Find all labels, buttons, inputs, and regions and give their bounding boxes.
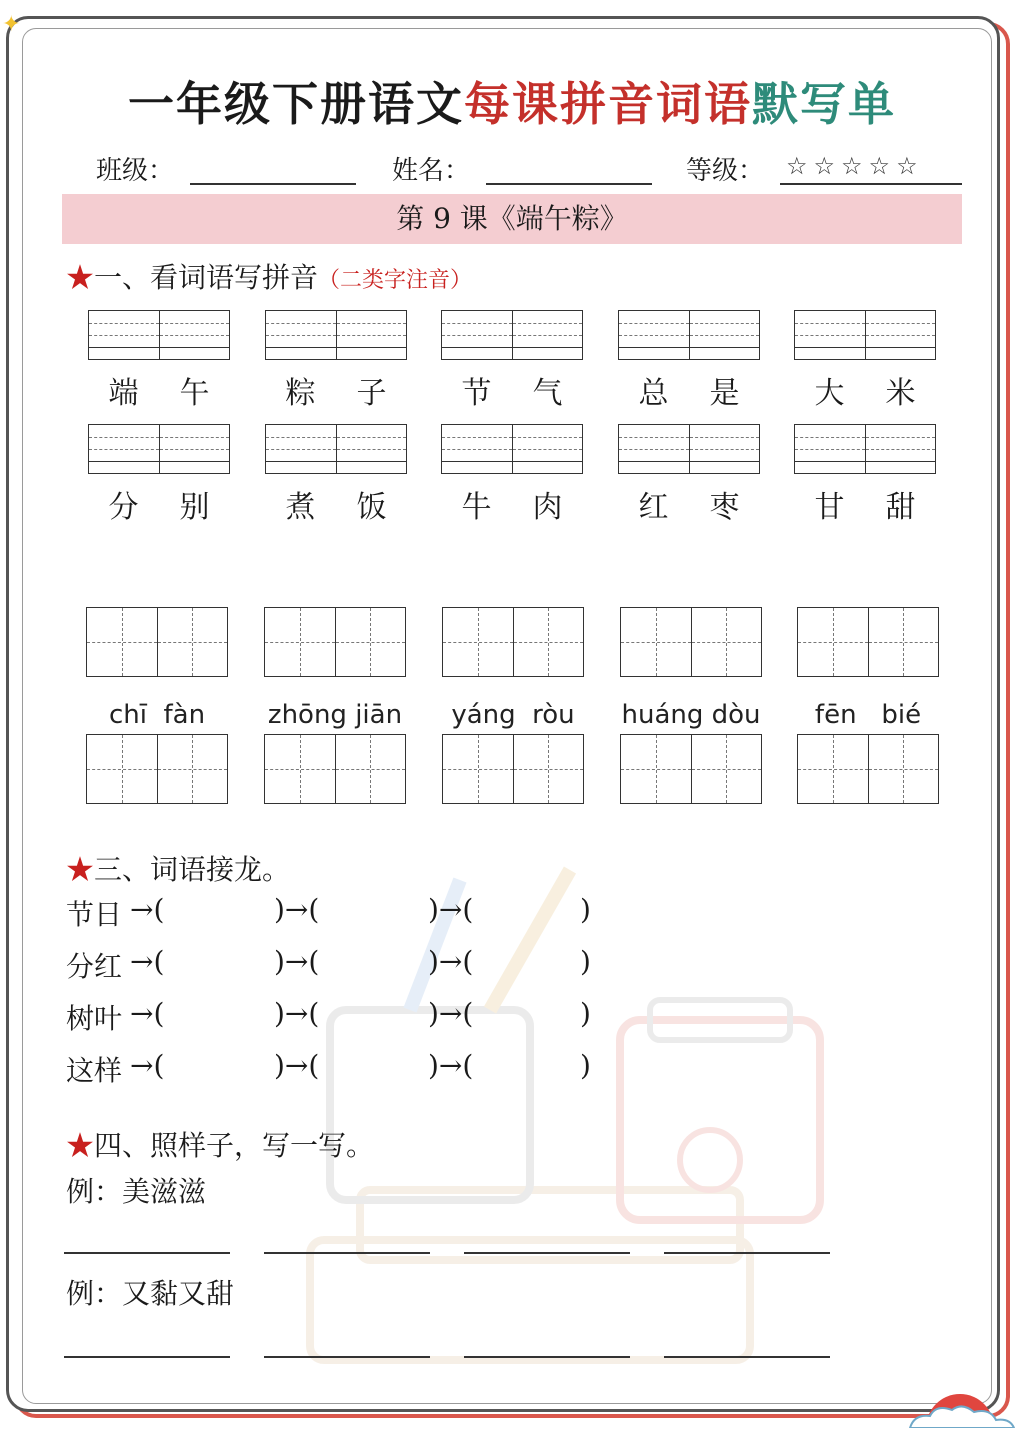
tianzige-cell[interactable] [87,735,158,803]
chain-close: ) [580,1049,591,1082]
word-character: 节 [461,376,492,411]
character-answer-grid[interactable] [620,734,762,804]
example-1: 例：美滋滋 [66,1175,207,1208]
answer-line[interactable] [464,1356,630,1358]
answer-line[interactable] [264,1252,430,1254]
chain-answer-blank[interactable] [170,945,270,981]
chain-answer-blank[interactable] [478,997,578,1033]
pinyin-writing-lines [442,425,513,473]
chain-close: ) [580,893,591,926]
chain-start-word: 这样 [66,1054,123,1087]
tianzige-cell[interactable] [87,608,158,676]
answer-line[interactable] [64,1252,230,1254]
chain-answer-blank[interactable] [170,997,270,1033]
chain-close: ) [580,945,591,978]
tianzige-cell[interactable] [443,735,514,803]
grade-label: 等级： [686,156,765,186]
word-character: 午 [179,376,210,411]
section4-title: 四、照样子，写一写。 [94,1129,375,1162]
grade-stars[interactable]: ☆☆☆☆☆ [786,152,924,180]
word-character: 气 [532,376,563,411]
pinyin-writing-lines [337,311,407,359]
chain-answer-blank[interactable] [478,1049,578,1085]
answer-line[interactable] [264,1356,430,1358]
word-character: 牛 [461,490,492,525]
section3-star-icon: ★ [66,853,95,886]
pinyin-writing-lines [160,311,230,359]
word-character: 饭 [356,490,387,525]
word-characters [441,482,583,526]
word-characters [88,368,230,412]
tianzige-cell[interactable] [158,608,228,676]
section3-title: 三、词语接龙。 [94,853,291,886]
word-characters [441,368,583,412]
page-title [0,68,1024,134]
pinyin-answer-box[interactable] [441,424,583,474]
word-characters [88,482,230,526]
tianzige-cell[interactable] [798,608,869,676]
word-character: 甜 [885,490,916,525]
character-answer-grid[interactable] [442,734,584,804]
pinyin-answer-box[interactable] [88,310,230,360]
background-illustration [290,860,850,1380]
name-label: 姓名： [392,156,471,186]
class-label: 班级： [96,156,175,186]
class-field[interactable] [190,183,356,185]
pinyin-writing-lines [442,311,513,359]
chain-start-word: 树叶 [66,1002,123,1035]
word-character: 红 [638,490,669,525]
chain-answer-blank[interactable] [170,1049,270,1085]
word-characters [794,368,936,412]
pinyin-writing-lines [266,311,337,359]
chain-arrow: )→( [274,945,320,978]
tianzige-cell[interactable] [798,735,869,803]
word-character: 粽 [285,376,316,411]
pinyin-answer-box[interactable] [88,424,230,474]
tianzige-cell[interactable] [514,735,584,803]
tianzige-cell[interactable] [621,735,692,803]
word-character: 肉 [532,490,563,525]
pinyin-writing-lines [795,425,866,473]
pinyin-prompt: zhōng jiān [267,700,403,730]
pinyin-writing-lines [619,425,690,473]
pinyin-answer-box[interactable] [265,424,407,474]
tianzige-cell[interactable] [158,735,228,803]
pinyin-writing-lines [513,425,583,473]
pinyin-writing-lines [160,425,230,473]
name-field[interactable] [486,183,652,185]
section3-heading [66,848,290,888]
tianzige-cell[interactable] [514,608,584,676]
pinyin-writing-lines [866,425,936,473]
chain-arrow: )→( [428,945,474,978]
grade-underline [780,183,962,185]
section1-note: （二类字注音） [318,268,473,293]
section1-heading [66,256,472,296]
pinyin-writing-lines [690,311,760,359]
pinyin-answer-box[interactable] [618,310,760,360]
chain-arrow: )→( [428,1049,474,1082]
character-answer-grid[interactable] [264,734,406,804]
pinyin-writing-lines [690,425,760,473]
character-grid-blank[interactable] [620,607,762,677]
character-grid-blank[interactable] [442,607,584,677]
tianzige-cell[interactable] [692,735,762,803]
word-character: 分 [108,490,139,525]
chain-answer-blank[interactable] [322,1049,422,1085]
pinyin-answer-box[interactable] [265,310,407,360]
character-answer-grid[interactable] [86,734,228,804]
chain-arrow: →( [130,945,165,978]
word-characters [265,368,407,412]
pinyin-writing-lines [89,311,160,359]
title-part-2: 每课拼音词语 [464,77,752,131]
tianzige-cell[interactable] [692,608,762,676]
pinyin-prompt: fēn bié [814,700,922,730]
chain-arrow: )→( [274,893,320,926]
answer-line[interactable] [64,1356,230,1358]
word-character: 枣 [709,490,740,525]
pinyin-writing-lines [337,425,407,473]
lesson-title: 第 9 课《端午粽》 [62,194,962,244]
chain-arrow: )→( [274,997,320,1030]
word-characters [618,368,760,412]
answer-line[interactable] [464,1252,630,1254]
tianzige-cell[interactable] [869,608,939,676]
section1-title: 一、看词语写拼音 [94,261,319,294]
sun-cloud-icon [906,1380,1016,1428]
pinyin-writing-lines [89,425,160,473]
title-part-1: 一年级下册语文 [128,77,464,131]
pinyin-writing-lines [795,311,866,359]
section1-star-icon: ★ [66,261,95,294]
chain-arrow: →( [130,893,165,926]
sparkle-icon: ✦ [2,12,21,37]
chain-start-word: 分红 [66,950,123,983]
section4-heading [66,1124,374,1164]
chain-arrow: )→( [428,893,474,926]
title-part-3: 默写单 [752,77,896,131]
chain-answer-blank[interactable] [170,893,270,929]
pinyin-writing-lines [866,311,936,359]
chain-arrow: →( [130,1049,165,1082]
word-characters [265,482,407,526]
word-character: 端 [108,376,139,411]
pinyin-prompt: chī fàn [108,700,206,730]
character-grid-blank[interactable] [264,607,406,677]
example-2: 例：又黏又甜 [66,1277,235,1310]
chain-answer-blank[interactable] [322,997,422,1033]
tianzige-cell[interactable] [336,735,406,803]
character-grid-blank[interactable] [86,607,228,677]
character-answer-grid[interactable] [797,734,939,804]
pinyin-writing-lines [513,311,583,359]
answer-line[interactable] [664,1356,830,1358]
pinyin-answer-box[interactable] [794,310,936,360]
pinyin-answer-box[interactable] [441,310,583,360]
tianzige-cell[interactable] [265,735,336,803]
word-character: 是 [709,376,740,411]
tianzige-cell[interactable] [336,608,406,676]
chain-answer-blank[interactable] [322,945,422,981]
pinyin-writing-lines [619,311,690,359]
pinyin-prompt: huáng dòu [621,700,761,730]
section4-star-icon: ★ [66,1129,95,1162]
word-character: 总 [638,376,669,411]
pinyin-answer-box[interactable] [794,424,936,474]
chain-start-word: 节日 [66,898,123,931]
chain-answer-blank[interactable] [322,893,422,929]
chain-close: ) [580,997,591,1030]
chain-answer-blank[interactable] [478,945,578,981]
word-character: 甘 [814,490,845,525]
chain-answer-blank[interactable] [478,893,578,929]
chain-arrow: )→( [428,997,474,1030]
word-character: 子 [356,376,387,411]
word-character: 煮 [285,490,316,525]
tianzige-cell[interactable] [443,608,514,676]
character-grid-blank[interactable] [797,607,939,677]
pinyin-writing-lines [266,425,337,473]
chain-arrow: →( [130,997,165,1030]
word-characters [794,482,936,526]
word-characters [618,482,760,526]
pinyin-answer-box[interactable] [618,424,760,474]
tianzige-cell[interactable] [869,735,939,803]
chain-arrow: )→( [274,1049,320,1082]
tianzige-cell[interactable] [265,608,336,676]
word-character: 米 [885,376,916,411]
answer-line[interactable] [664,1252,830,1254]
word-character: 别 [179,490,210,525]
tianzige-cell[interactable] [621,608,692,676]
pinyin-prompt: yáng ròu [451,700,575,730]
word-character: 大 [814,376,845,411]
